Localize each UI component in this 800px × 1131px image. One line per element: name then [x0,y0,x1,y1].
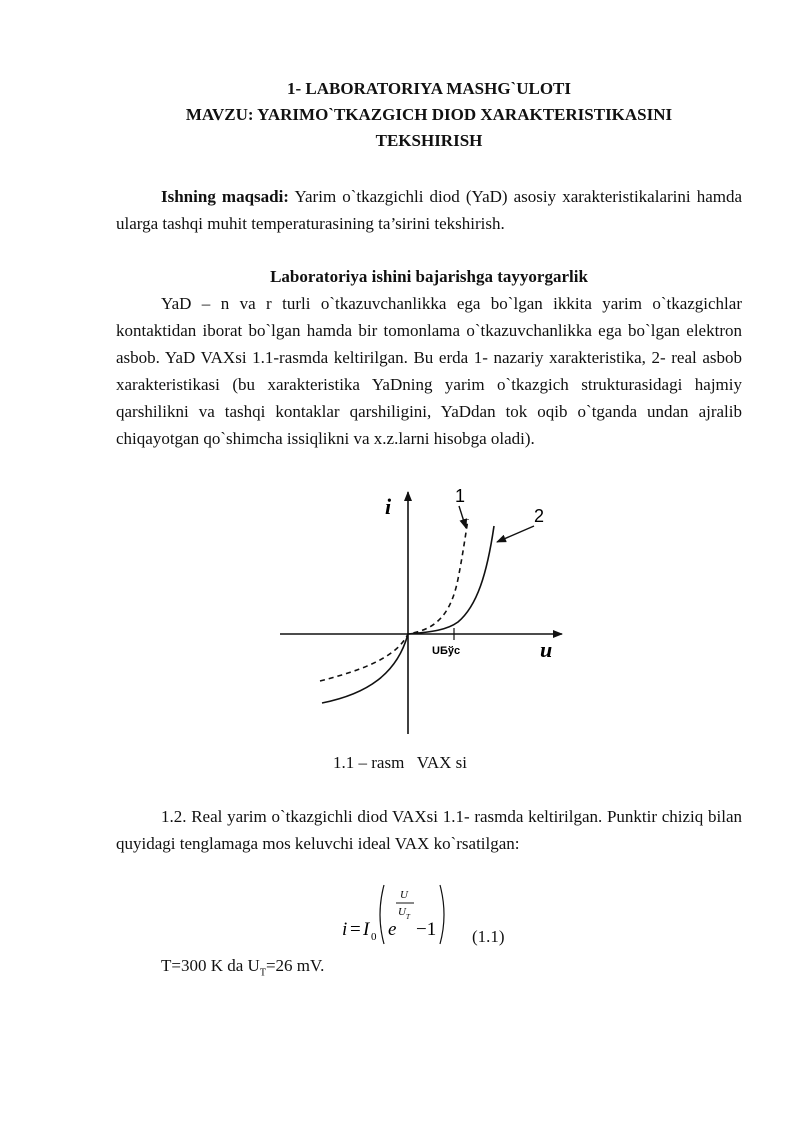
topic-title-continued: TEKSHIRISH [375,131,483,150]
temperature-prefix: T=300 K da U [161,956,260,975]
temperature-suffix: =26 mV. [265,956,325,975]
formula-exp-denominator-subscript: T [406,913,410,921]
formula-1-1 [340,880,460,950]
purpose-label: Ishning maqsadi: [161,187,289,206]
formula-left-paren [380,885,384,944]
formula-right-paren [440,885,444,944]
curve-2-pointer [497,526,534,542]
threshold-label: UБўс [432,645,461,657]
formula-exp-numerator: U [400,889,408,901]
temperature-subscript: T [259,967,266,979]
formula-i0-subscript: 0 [371,931,377,943]
formula-minus-one: −1 [416,919,437,940]
preparation-heading: Laboratoriya ishini bajarishga tayyorgarlik [270,267,588,286]
formula-exp-denominator: U [398,906,406,918]
formula-exp-base: e [388,919,397,940]
preparation-paragraph: YaD – n va r turli o`tkazuvchanlikka ega bo`lgan ikkita yarim o`tkazgichlar kontaktidan iborat bo`lgan hamda bir tomonlama o`tkazuvchanlikka ega bo`lgan elektron asbob. YaD VAXsi 1.1-rasmda keltirilgan. Bu erda 1- nazariy xarakteristika, 2- real asbob xarakteristikasi (bu xarakteristika YaDning yarim o`tkazgich strukturasidagi hajmiy qarshilikni va tashqi kontaklar qarshiligini, YaDdan tok oqib o`tganda undan ajralib chiqayotgan qo`shimcha issiqlikni va x.z.larni hisobga oladi). [116,294,742,448]
figure-caption: 1.1 – rasm VAX si [333,753,467,772]
curve-2-label: 2 [534,506,545,526]
y-axis-label: i [385,494,392,519]
temperature-line [161,954,324,985]
section-1-2-paragraph: 1.2. Real yarim o`tkazgichli diod VAXsi 1.1- rasmda keltirilgan. Punktir chiziq bilan quyidagi tenglamaga mos keluvchi ideal VAX ko`rsatilgan: [116,807,742,853]
topic-title: MAVZU: YARIMO`TKAZGICH DIOD XARAKTERISTIKASINI [185,105,673,124]
purpose-paragraph [116,183,742,237]
formula-equals: = [350,919,361,940]
curve-1-label: 1 [455,486,466,506]
purpose-text: Yarim o`tkazgichli diod (YaD) asosiy xarakteristikalarini hamda ularga tashqi muhit temperaturasining ta’sirini tekshirish. [116,187,743,233]
equation-number: (1.1) [472,927,505,946]
vax-figure [272,484,572,744]
x-axis-label: u [540,637,553,662]
formula-lhs: i [342,919,348,940]
lab-title: 1- LABORATORIYA MASHG`ULOTI [286,79,571,98]
curve-1-pointer [459,506,466,528]
formula-i0: I [363,919,370,940]
